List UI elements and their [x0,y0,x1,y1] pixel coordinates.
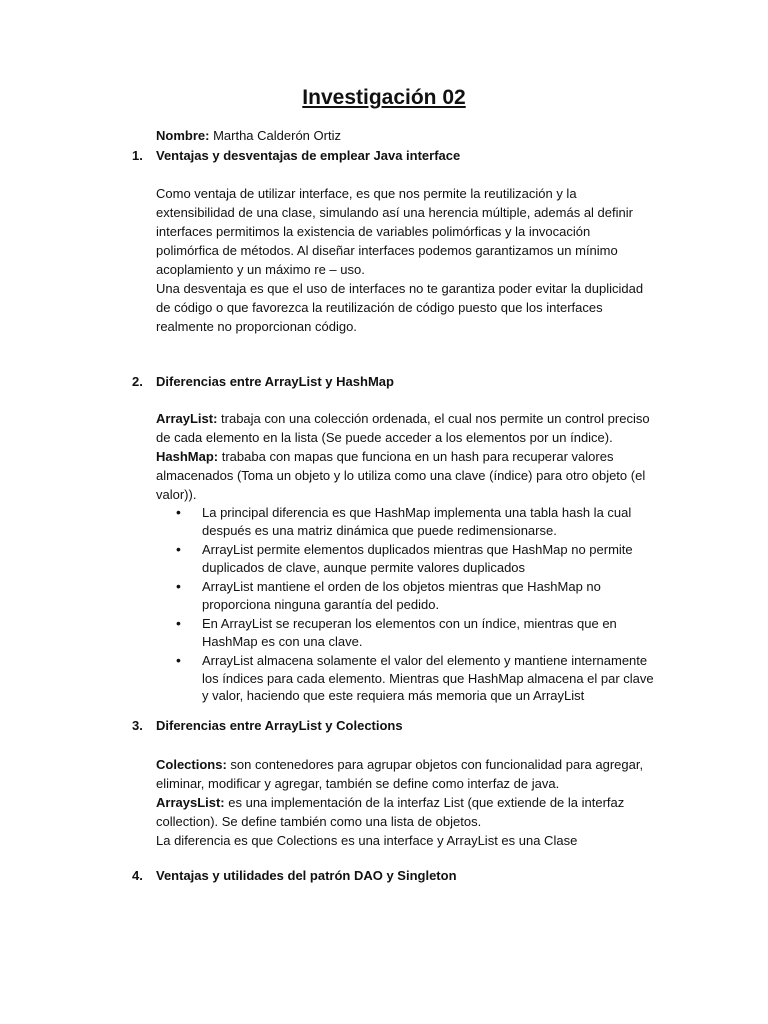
section-2-heading [132,374,394,389]
list-item [176,578,660,613]
term-text: son contenedores para agrupar objetos con funcionalidad para agregar, eliminar, modificar y agregar, también se define como interfaz de java. [156,757,644,791]
section-2-body [156,409,656,504]
list-item-text: ArrayList permite elementos duplicados mientras que HashMap no permite duplicados de clave, aunque permite valores duplicados [202,542,633,575]
section-title: Diferencias entre ArrayList y Colections [156,718,403,733]
paragraph [156,755,656,793]
bullet-icon: • [176,615,181,631]
list-item [176,615,660,650]
term-label: HashMap: [156,449,219,464]
section-number: 4. [132,868,143,883]
paragraph [156,409,656,447]
name-label: Nombre: [156,128,210,143]
section-number: 1. [132,148,143,163]
list-item [176,652,660,705]
name-value: Martha Calderón Ortiz [213,128,341,143]
term-label: ArraysList: [156,795,225,810]
document-title: Investigación 02 [302,86,466,109]
term-text: trabaja con una colección ordenada, el cual nos permite un control preciso de cada elemento en la lista (Se puede acceder a los elementos por un índice). [156,411,650,445]
term-text: es una implementación de la interfaz List (que extiende de la interfaz collection). Se define también como una lista de objetos. [156,795,625,829]
section-title: Ventajas y desventajas de emplear Java interface [156,148,461,163]
paragraph: Como ventaja de utilizar interface, es que nos permite la reutilización y la extensibilidad de una clase, simulando así una herencia múltiple, además al definir interfaces permitimos la existencia de variables polimórficas y la invocación polimórfica de métodos. Al diseñar interfaces podemos garantizamos un mínimo acoplamiento y un máximo re – uso. [156,186,633,277]
list-item-text: La principal diferencia es que HashMap implementa una tabla hash la cual después es una matriz dinámica que puede redimensionarse. [202,505,632,538]
list-item-text: En ArrayList se recuperan los elementos con un índice, mientras que en HashMap es con una clave. [202,616,617,649]
bullet-icon: • [176,504,181,520]
section-number: 3. [132,718,143,733]
term-text: trababa con mapas que funciona en un hash para recuperar valores almacenados (Toma un objeto y lo utiliza como una clave (índice) para otro objeto (el valor)). [156,449,646,502]
differences-list [176,504,660,707]
paragraph: Una desventaja es que el uso de interfaces no te garantiza poder evitar la duplicidad de código o que favorezca la reutilización de código puesto que los interfaces realmente no proporcionan código. [156,281,644,334]
section-title: Ventajas y utilidades del patrón DAO y Singleton [156,868,457,883]
section-number: 2. [132,374,143,389]
list-item-text: ArrayList mantiene el orden de los objetos mientras que HashMap no proporciona ninguna garantía del pedido. [202,579,601,612]
term-label: Colections: [156,757,227,772]
list-item-text: ArrayList almacena solamente el valor del elemento y mantiene internamente los índices para cada elemento. Mientras que HashMap almacena el par clave y valor, haciendo que este requiera más memoria que un ArrayList [202,653,654,703]
list-item [176,504,660,539]
paragraph: La diferencia es que Colections es una interface y ArrayList es una Clase [156,833,578,848]
section-3-body [156,755,656,850]
bullet-icon: • [176,652,181,668]
term-label: ArrayList: [156,411,218,426]
bullet-icon: • [176,541,181,557]
section-3-heading [132,718,403,733]
list-item [176,541,660,576]
section-4-heading [132,868,457,883]
section-title: Diferencias entre ArrayList y HashMap [156,374,394,389]
paragraph [156,447,656,504]
paragraph [156,793,656,831]
bullet-icon: • [176,578,181,594]
section-1-heading [132,148,460,163]
author-line [156,128,341,143]
section-1-body [156,184,656,336]
